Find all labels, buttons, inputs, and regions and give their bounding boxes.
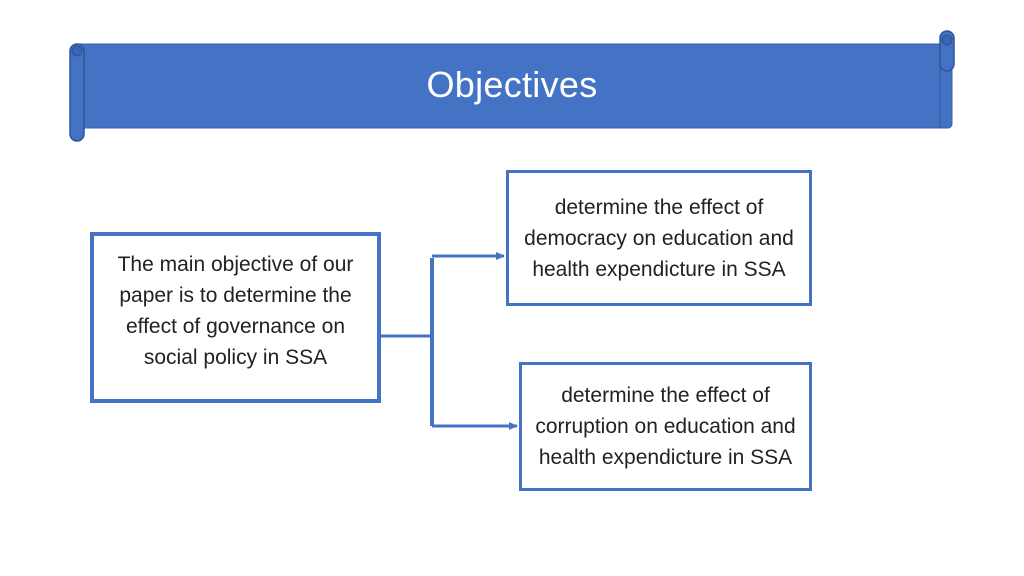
objective-text-corruption: determine the effect of corruption on education and health expendicture in SSA [535, 384, 796, 469]
objective-text-democracy: determine the effect of democracy on education and health expendicture in SSA [524, 195, 794, 281]
page-title: Objectives [426, 64, 598, 105]
main-objective-box [90, 232, 381, 403]
main-objective-text: The main objective of our paper is to determine the effect of governance on social policy in SSA [117, 252, 354, 369]
objective-box-democracy [506, 170, 812, 306]
objective-box-corruption [519, 362, 812, 491]
